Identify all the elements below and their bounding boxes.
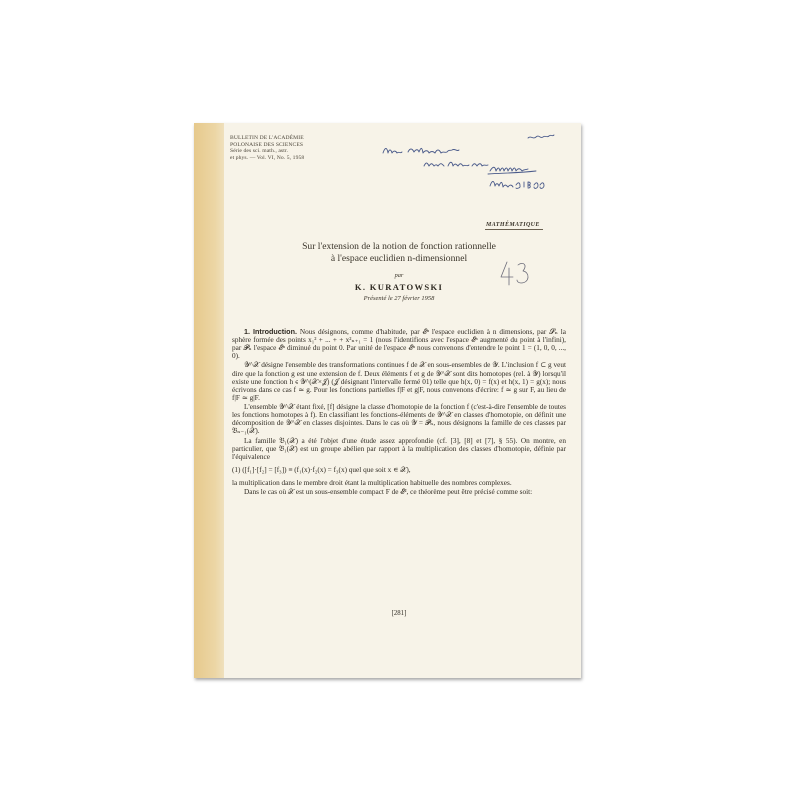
paragraph: la multiplication dans le membre droit étant la multiplication habituelle des nombres complexes.: [232, 478, 512, 487]
paragraph: L'ensemble 𝒴^𝒳 étant fixé, [f] désigne la classe d'homotopie de la fonction f (c'est-à-dire l'ensemble de toutes les fonctions homotopes à f). En classifiant les fonctions-éléments de 𝒴^𝒳 en classes d'homotopie, on définit une décomposition de 𝒴^𝒳 en classes disjointes. Dans le cas où 𝒴 = 𝓟ₙ, nous désignons la famille de ces classes par 𝔅ₙ₋₁(𝒳).: [232, 403, 566, 436]
author-name: K. KURATOWSKI: [354, 282, 444, 292]
paragraph: La famille 𝔅₁(𝒳) a été l'objet d'une étude assez approfondie (cf. [3], [8] et [7], § 55). On montre, en particulier, que 𝔅₁(𝒳) est un groupe abélien par rapport à la multiplication des classes d'homotopie, définie par l'équivalence: [232, 436, 566, 461]
paragraph: 𝒴^𝒳 désigne l'ensemble des transformations continues f de 𝒳 en sous-ensembles de 𝒴. L'inclusion f ⊂ g veut dire que la fonction g est une extension de f. Deux éléments f et g de 𝒴^𝒳 sont dits homotopes (rel. à 𝒴) lorsqu'il existe une fonction h ∊ 𝒴^(𝒳×𝒥) (𝒥 désignant l'intervalle fermé 01) telle que h(x, 0) = f(x) et h(x, 1) = g(x); nous écrivons dans ce cas f ≃ g. Pour les fonctions partielles f|F et g|F, nous convenons d'écrire: f ≃ g sur F, au lieu de f|F ≃ g|F.: [232, 361, 566, 402]
section-label: MATHÉMATIQUE: [486, 222, 540, 228]
reprint-page: [194, 123, 581, 678]
binding-strip: [194, 123, 224, 678]
title-line: à l'espace euclidien n-dimensionnel: [330, 252, 468, 264]
journal-header-line: BULLETIN DE L'ACADÉMIE: [230, 135, 304, 141]
equation: (1) ([f₁]·[f₂] = [f₃]) ≡ (f₁(x)·f₂(x) = f₃(x) quel que soit x ∊ 𝒳),: [232, 465, 411, 474]
journal-header-line: Série des sci. math., astr.: [230, 148, 289, 155]
journal-header: [230, 135, 325, 161]
journal-header-line: et phys. — Vol. VI, No. 5, 1958: [230, 154, 305, 161]
journal-header-line: POLONAISE DES SCIENCES: [230, 141, 304, 148]
paragraph-text: Nous désignons, comme d'habitude, par 𝓔ⁿ l'espace euclidien à n dimensions, par 𝓢ₙ la sphère formée des points x₁² + ... + + x²ₙ₊₁ = 1 (nous l'identifions avec l'espace 𝓔ⁿ augmenté du point à l'infini), par 𝓟ₙ l'espace 𝓔ⁿ diminué du point 0. Par unité de l'espace 𝓔ⁿ nous convenons d'entendre le point 1 = (1, 0, 0, ..., 0).: [232, 328, 567, 361]
byline: par: [394, 272, 404, 279]
section-underline: [485, 229, 543, 230]
paragraph: [232, 328, 566, 360]
handwritten-dedication: [378, 133, 578, 193]
paragraph: Dans le cas où 𝒳 est un sous-ensemble compact F de 𝓔², ce théorème peut être précisé comme soit:: [244, 488, 533, 497]
presentation-date: Présenté le 27 février 1958: [363, 295, 435, 302]
title-line: Sur l'extension de la notion de fonction rationnelle: [302, 241, 496, 252]
page-content: [230, 123, 575, 678]
article-body: [232, 328, 566, 497]
page-number: [281]: [391, 610, 407, 617]
section-heading: 1. Introduction.: [244, 327, 297, 336]
